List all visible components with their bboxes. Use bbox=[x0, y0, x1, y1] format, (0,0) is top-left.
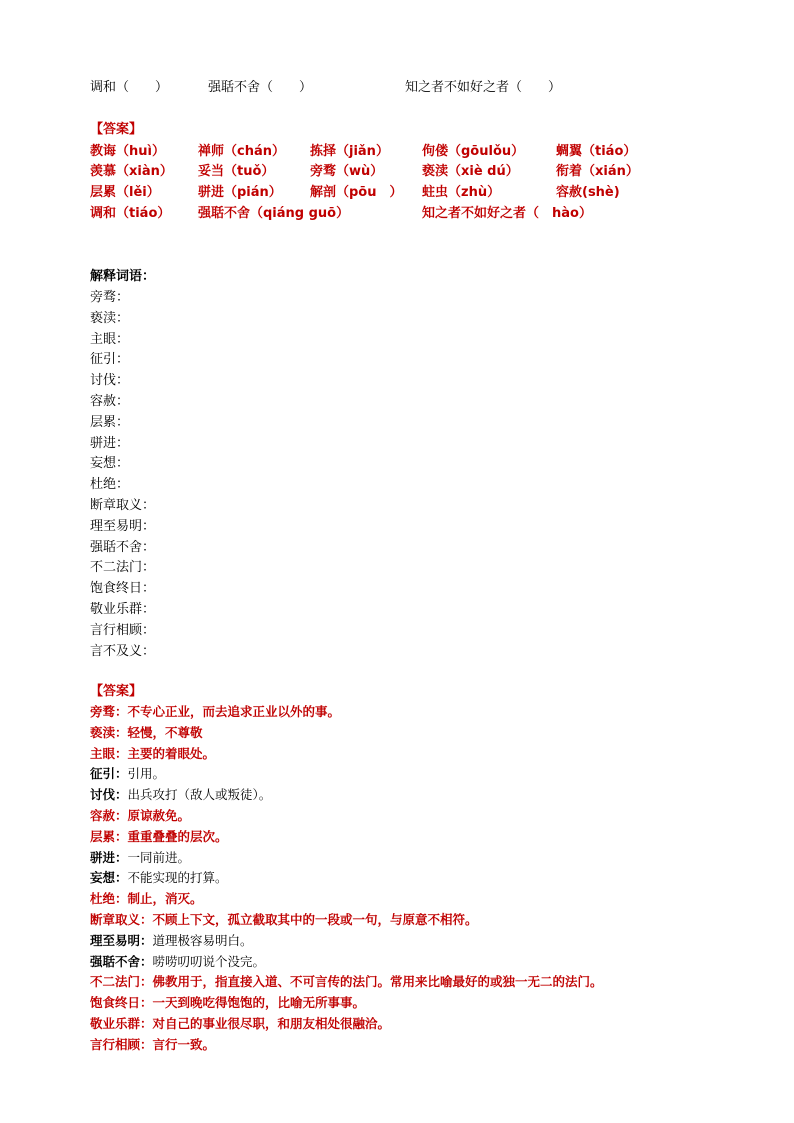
term-item: 饱食终日： bbox=[90, 581, 156, 597]
definition-row bbox=[90, 848, 190, 866]
term-item: 骈进： bbox=[90, 435, 130, 451]
pinyin-answer: 知之者不如好之者（ hào） bbox=[422, 206, 592, 221]
definition-term: 容赦： bbox=[90, 808, 128, 823]
pinyin-answer: 层累（lěi） bbox=[90, 185, 160, 200]
definition-term: 不二法门： bbox=[90, 974, 153, 990]
definition-text: 不能实现的打算。 bbox=[127, 870, 228, 886]
term-item: 旁骛： bbox=[90, 290, 130, 305]
pinyin-answer: 蛀虫（zhù） bbox=[422, 185, 501, 200]
definition-row bbox=[90, 764, 165, 782]
definition-row bbox=[90, 931, 253, 949]
term-item: 征引： bbox=[90, 352, 130, 368]
definition-term: 旁骛： bbox=[90, 704, 128, 719]
definition-term: 理至易明： bbox=[90, 932, 153, 948]
pinyin-answer: 佝偻（gōulǒu） bbox=[422, 144, 525, 159]
term-item: 言行相顾： bbox=[90, 622, 156, 638]
definition-row bbox=[90, 1035, 215, 1053]
term-item: 层累： bbox=[90, 414, 130, 430]
definition-text: 原谅赦免。 bbox=[127, 808, 191, 823]
definition-term: 亵渎： bbox=[90, 724, 128, 740]
question-item: 强聒不舍（ ） bbox=[208, 80, 313, 95]
definition-row bbox=[90, 889, 203, 907]
definition-text: 一天到晚吃得饱饱的，比喻无所事事。 bbox=[152, 995, 366, 1011]
term-item: 容赦： bbox=[90, 394, 130, 409]
term-item: 强聒不舍： bbox=[90, 539, 156, 555]
definition-term: 饱食终日： bbox=[90, 995, 153, 1011]
definition-text: 引用。 bbox=[127, 766, 166, 782]
pinyin-answer: 羡慕（xiàn） bbox=[90, 164, 173, 179]
definition-text: 一同前进。 bbox=[127, 849, 191, 865]
definition-row bbox=[90, 702, 340, 720]
definition-term: 征引： bbox=[90, 766, 128, 782]
definition-term: 主眼： bbox=[90, 745, 128, 761]
definition-text: 对自己的事业很尽职，和朋友相处很融洽。 bbox=[152, 1016, 391, 1031]
definition-term: 断章取义： bbox=[90, 912, 153, 927]
pinyin-answer: 蜩翼（tiáo） bbox=[556, 144, 637, 159]
definition-term: 层累： bbox=[90, 828, 128, 844]
definition-text: 言行一致。 bbox=[152, 1036, 216, 1052]
definition-text: 不专心正业，而去追求正业以外的事。 bbox=[127, 704, 341, 719]
definition-term: 杜绝： bbox=[90, 891, 128, 907]
pinyin-answer: 亵渎（xiè dú） bbox=[422, 164, 519, 179]
pinyin-answer: 旁骛（wù） bbox=[310, 164, 384, 179]
answer-heading-2: 【答案】 bbox=[90, 684, 143, 699]
definition-text: 制止，消灭。 bbox=[127, 891, 203, 907]
term-item: 理至易明： bbox=[90, 518, 156, 534]
term-item: 亵渎： bbox=[90, 310, 130, 326]
definition-row bbox=[90, 785, 271, 803]
term-item: 妄想： bbox=[90, 456, 130, 472]
pinyin-answer: 拣择（jiǎn） bbox=[310, 144, 389, 159]
definition-text: 道理极容易明白。 bbox=[152, 932, 253, 948]
term-item: 不二法门： bbox=[90, 560, 156, 576]
definition-row bbox=[90, 723, 203, 741]
definition-row bbox=[90, 1014, 390, 1032]
pinyin-answer: 教诲（huì） bbox=[90, 144, 165, 159]
definition-row bbox=[90, 827, 228, 845]
definition-text: 佛教用于，指直接入道、不可言传的法门。常用来比喻最好的或独一无二的法门。 bbox=[152, 974, 603, 990]
term-item: 杜绝： bbox=[90, 477, 130, 493]
question-item: 知之者不如好之者（ ） bbox=[405, 80, 562, 95]
definition-term: 讨伐： bbox=[90, 787, 128, 803]
definition-term: 强聒不舍： bbox=[90, 953, 153, 969]
pinyin-answer: 禅师（chán） bbox=[198, 144, 285, 159]
pinyin-answer: 强聒不舍（qiáng guō） bbox=[198, 206, 350, 221]
term-item: 断章取义： bbox=[90, 498, 156, 513]
definition-row bbox=[90, 868, 228, 886]
term-item: 敬业乐群： bbox=[90, 602, 156, 617]
definition-row bbox=[90, 993, 365, 1011]
pinyin-answer: 衔着（xián） bbox=[556, 164, 639, 179]
definition-text: 出兵攻打（敌人或叛徒）。 bbox=[127, 787, 272, 803]
pinyin-answer: 容赦(shè) bbox=[556, 185, 620, 200]
explain-heading: 解释词语： bbox=[90, 269, 156, 284]
definition-term: 敬业乐群： bbox=[90, 1016, 153, 1031]
definition-term: 妄想： bbox=[90, 870, 128, 886]
definition-row bbox=[90, 806, 190, 824]
definition-text: 轻慢，不尊敬 bbox=[127, 724, 203, 740]
pinyin-answer: 调和（tiáo） bbox=[90, 206, 171, 221]
pinyin-answer: 解剖（pōu ） bbox=[310, 185, 403, 200]
definition-row bbox=[90, 744, 215, 762]
definition-term: 骈进： bbox=[90, 849, 128, 865]
term-item: 主眼： bbox=[90, 331, 130, 347]
term-item: 言不及义： bbox=[90, 643, 156, 659]
definition-row bbox=[90, 972, 603, 990]
definition-row bbox=[90, 952, 265, 970]
question-item: 调和（ ） bbox=[90, 80, 169, 95]
definition-text: 重重叠叠的层次。 bbox=[127, 828, 228, 844]
definition-text: 主要的着眼处。 bbox=[127, 745, 216, 761]
pinyin-answer: 妥当（tuǒ） bbox=[198, 164, 275, 179]
term-item: 讨伐： bbox=[90, 373, 130, 389]
definition-text: 不顾上下文，孤立截取其中的一段或一句，与原意不相符。 bbox=[152, 912, 478, 927]
pinyin-answer: 骈进（pián） bbox=[198, 185, 282, 200]
definition-row bbox=[90, 910, 478, 928]
answer-heading: 【答案】 bbox=[90, 122, 143, 137]
definition-term: 言行相顾： bbox=[90, 1036, 153, 1052]
definition-text: 唠唠叨叨说个没完。 bbox=[152, 953, 266, 969]
